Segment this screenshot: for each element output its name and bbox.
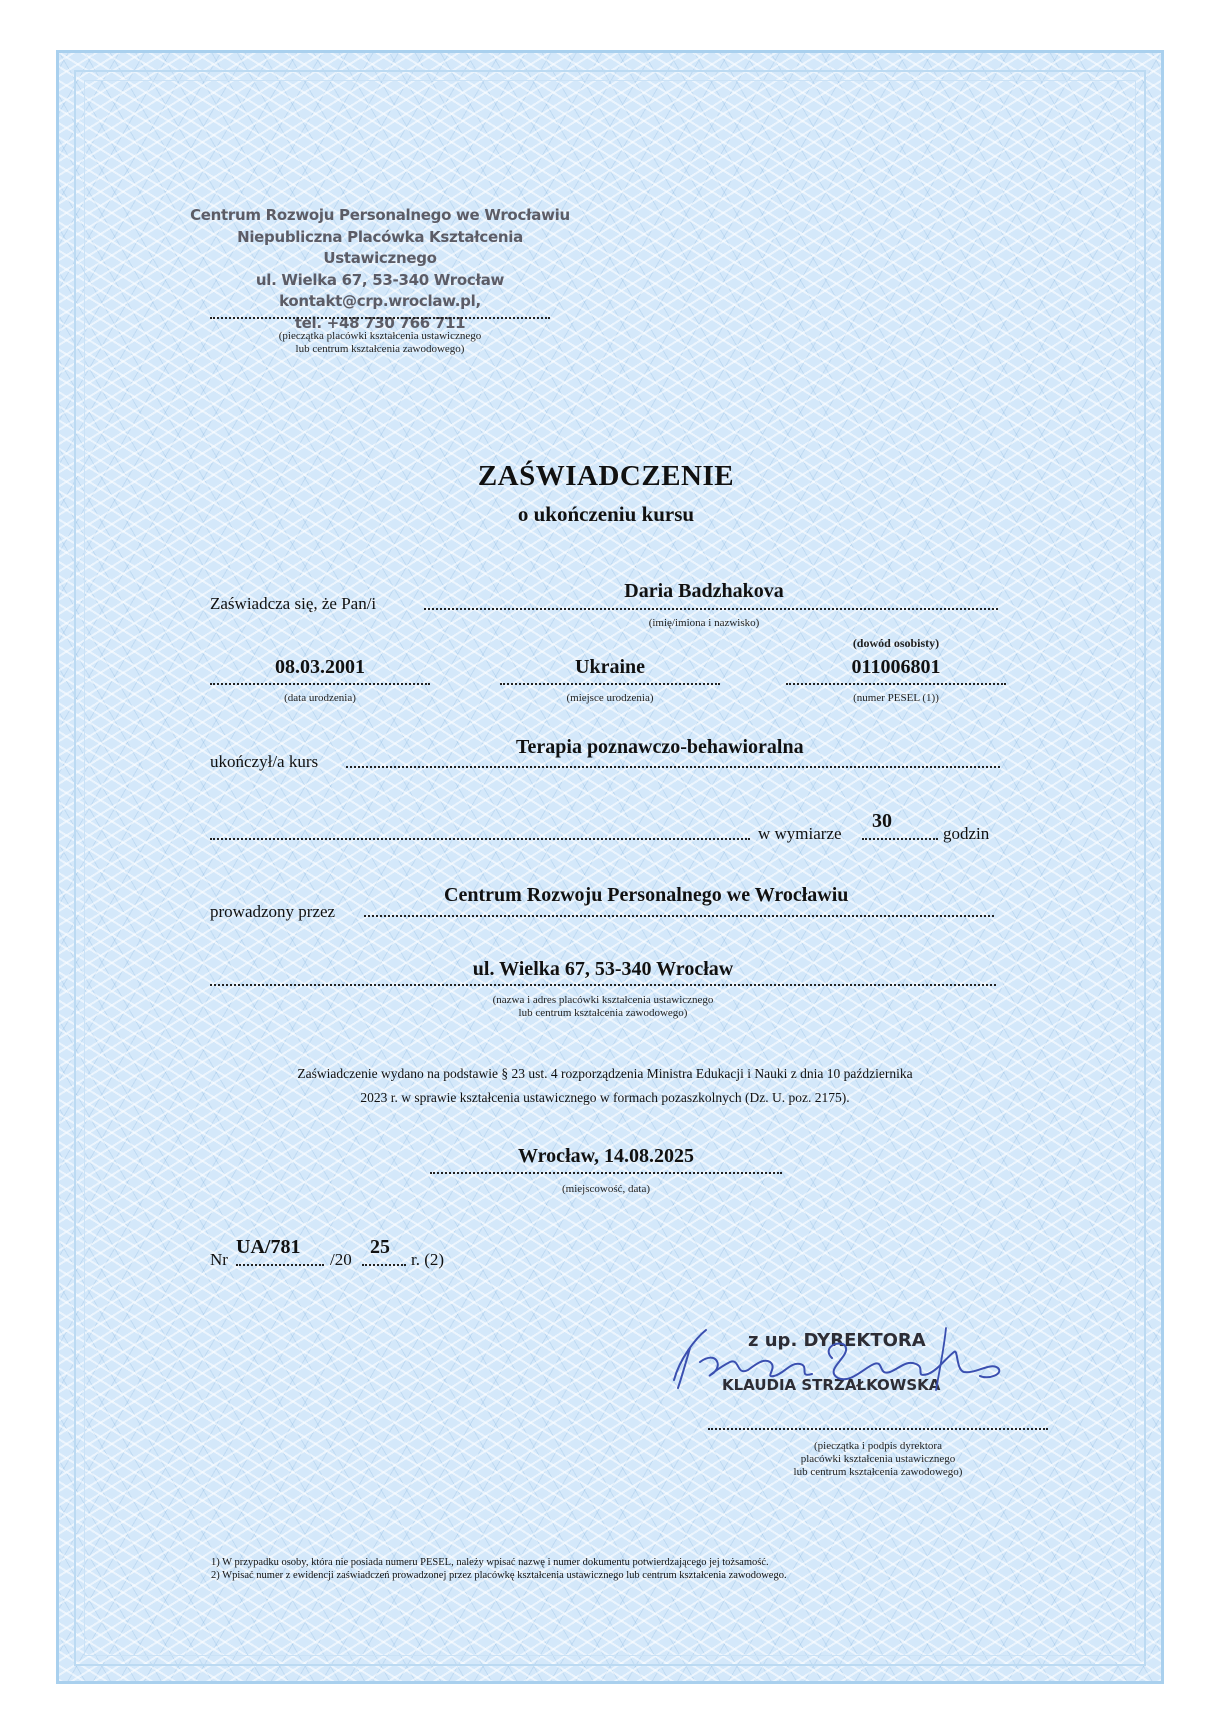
- footnote-1: 1) W przypadku osoby, która nie posiada numeru PESEL, należy wpisać nazwę i numer dokumentu potwierdzającego jej tożsamość.: [211, 1557, 769, 1568]
- number-suffix: r. (2): [411, 1250, 445, 1269]
- signature-caption-line3: lub centrum kształcenia zawodowego): [793, 1466, 963, 1478]
- legal-basis-line2: 2023 r. w sprawie kształcenia ustawicznego w formach pozaszkolnych (Dz. U. poz. 2175).: [360, 1090, 850, 1105]
- stamp-line-type: Niepubliczna Placówka Kształcenia Ustawicznego: [237, 227, 523, 267]
- stamp-line-email: kontakt@crp.wroclaw.pl,: [279, 292, 481, 310]
- stamp-line-phone: tel. +48 730 766 711: [294, 313, 466, 332]
- id-number-caption: (numer PESEL (1)): [853, 692, 939, 704]
- provider-dotted-line: [364, 915, 994, 917]
- hours-value: 30: [872, 810, 892, 832]
- birth-place-dotted-line: [500, 683, 720, 685]
- signature-stamp-line1: z up. DYREKTORA: [748, 1330, 926, 1351]
- stamp-caption-line2: lub centrum kształcenia zawodowego): [295, 343, 465, 355]
- course-label: ukończył/a kurs: [210, 752, 319, 771]
- institution-stamp: [190, 205, 570, 334]
- number-year: 25: [370, 1236, 390, 1258]
- stamp-caption-line1: (pieczątka placówki kształcenia ustawicznego: [278, 330, 482, 342]
- provider-address: ul. Wielka 67, 53-340 Wrocław: [472, 958, 734, 980]
- number-value: UA/781: [236, 1236, 301, 1258]
- course-dotted-line: [346, 766, 1000, 768]
- stamp-line-name: Centrum Rozwoju Personalnego we Wrocławiu: [190, 206, 570, 224]
- address-dotted-line: [210, 984, 996, 986]
- year-dotted-line: [362, 1264, 406, 1266]
- handwritten-signature: [660, 1318, 1010, 1398]
- hours-dotted-line: [862, 838, 938, 840]
- provider-name: Centrum Rozwoju Personalnego we Wrocławiu: [444, 884, 849, 906]
- place-date-caption: (miejscowość, data): [562, 1183, 650, 1195]
- person-name: Daria Badzhakova: [624, 580, 784, 602]
- document-title: ZAŚWIADCZENIE: [477, 460, 735, 492]
- hours-unit: godzin: [943, 824, 990, 843]
- course-name: Terapia poznawczo-behawioralna: [516, 736, 804, 758]
- id-number: 011006801: [851, 656, 941, 678]
- number-dotted-line: [236, 1264, 324, 1266]
- person-name-caption: (imię/imiona i nazwisko): [648, 617, 760, 629]
- stamp-dotted-line: [210, 317, 550, 319]
- number-year-prefix: /20: [330, 1250, 352, 1269]
- number-prefix: Nr: [210, 1250, 228, 1269]
- birth-date: 08.03.2001: [275, 656, 365, 678]
- signature-caption-line1: (pieczątka i podpis dyrektora: [814, 1440, 942, 1452]
- id-number-dotted-line: [786, 683, 1006, 685]
- document-subtitle: o ukończeniu kursu: [517, 502, 695, 526]
- birth-place-caption: (miejsce urodzenia): [566, 692, 654, 704]
- provider-caption-line1: (nazwa i adres placówki kształcenia ustawicznego: [492, 994, 714, 1006]
- person-label: Zaświadcza się, że Pan/i: [210, 594, 377, 613]
- legal-basis-line1: Zaświadczenie wydano na podstawie § 23 ust. 4 rozporządzenia Ministra Edukacji i Nauki z dnia 10 października: [297, 1066, 913, 1081]
- signature-caption: [708, 1440, 1048, 1479]
- birth-date-caption: (data urodzenia): [284, 692, 356, 704]
- legal-basis: [220, 1062, 990, 1110]
- signature-caption-line2: placówki kształcenia ustawicznego: [800, 1453, 956, 1465]
- place-date: Wrocław, 14.08.2025: [518, 1145, 694, 1167]
- stamp-caption: [210, 330, 550, 356]
- name-dotted-line: [424, 608, 998, 610]
- signature-stamp-line2: KLAUDIA STRZAŁKOWSKA: [722, 1376, 941, 1394]
- course-continuation-dotted-line: [210, 838, 750, 840]
- provider-caption-line2: lub centrum kształcenia zawodowego): [518, 1007, 688, 1019]
- signature-dotted-line: [708, 1428, 1048, 1430]
- provider-label: prowadzony przez: [210, 902, 336, 921]
- place-date-dotted-line: [430, 1172, 782, 1174]
- birth-date-dotted-line: [210, 683, 430, 685]
- hours-label: w wymiarze: [758, 824, 842, 843]
- id-type: (dowód osobisty): [852, 636, 940, 650]
- provider-caption: [210, 994, 996, 1020]
- stamp-line-address: ul. Wielka 67, 53-340 Wrocław: [255, 270, 505, 289]
- footnote-2: 2) Wpisać numer z ewidencji zaświadczeń prowadzonej przez placówkę kształcenia ustawicznego lub centrum kształcenia zawodowego.: [211, 1570, 787, 1581]
- birth-place: Ukraine: [575, 656, 645, 678]
